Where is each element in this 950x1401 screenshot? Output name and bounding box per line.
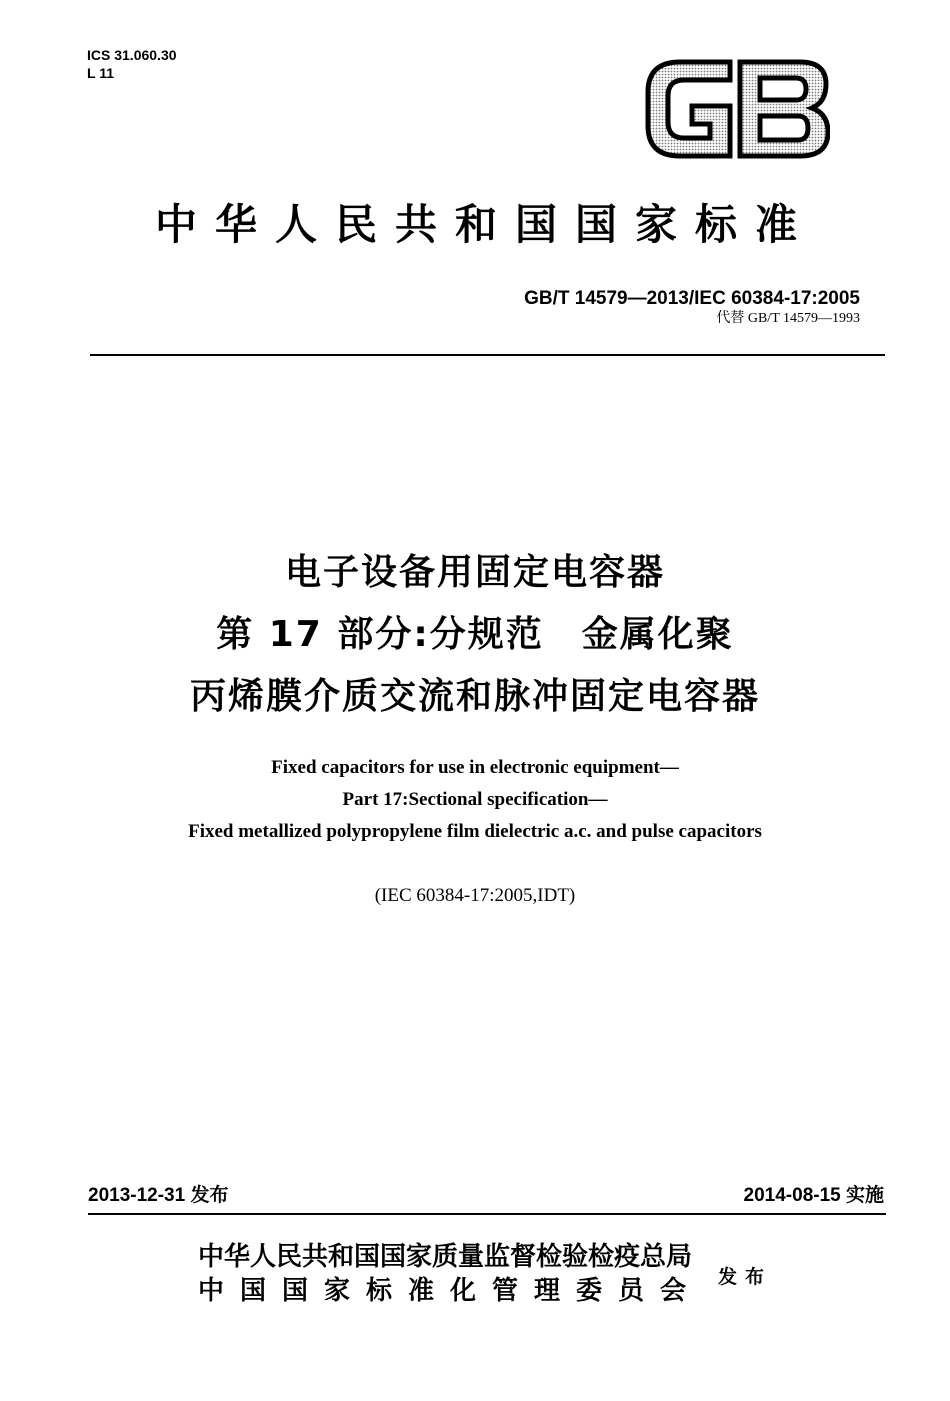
- equivalence-note: (IEC 60384-17:2005,IDT): [374, 885, 576, 906]
- national-standard-title: 中华人民共和国国家标准: [154, 200, 815, 249]
- issuing-organizations: [198, 1240, 702, 1308]
- english-title-line-3: Fixed metallized polypropylene film dielectric a.c. and pulse capacitors: [188, 821, 762, 842]
- ics-code: ICS 31.060.30: [87, 47, 177, 63]
- english-title-line-1: Fixed capacitors for use in electronic equipment—: [271, 757, 679, 778]
- bottom-divider: [88, 1213, 886, 1215]
- chinese-title-line-2: 第 17 部分:分规范 金属化聚: [216, 614, 734, 655]
- ccs-code: L 11: [87, 65, 114, 81]
- classification-codes: [87, 46, 177, 82]
- implementation-date: 2014-08-15 实施: [743, 1185, 884, 1206]
- chinese-title-line-3: 丙烯膜介质交流和脉冲固定电容器: [189, 676, 760, 717]
- publication-date: 2013-12-31 发布: [88, 1185, 229, 1206]
- standard-number: GB/T 14579—2013/IEC 60384-17:2005: [524, 288, 860, 309]
- gb-logo: [640, 58, 830, 160]
- standard-number-block: [524, 288, 860, 328]
- release-label: 发布: [718, 1266, 773, 1288]
- chinese-title: [40, 542, 910, 728]
- issuer-aqsiq: 中华人民共和国国家质量监督检验检疫总局: [198, 1242, 693, 1272]
- top-divider: [90, 354, 885, 356]
- english-title-line-2: Part 17:Sectional specification—: [342, 789, 608, 810]
- english-title: [40, 752, 910, 848]
- issuer-sac: 中国国家标准化管理委员会: [198, 1276, 703, 1306]
- replaces-standard: 代替 GB/T 14579—1993: [716, 311, 860, 326]
- chinese-title-line-1: 电子设备用固定电容器: [284, 552, 665, 593]
